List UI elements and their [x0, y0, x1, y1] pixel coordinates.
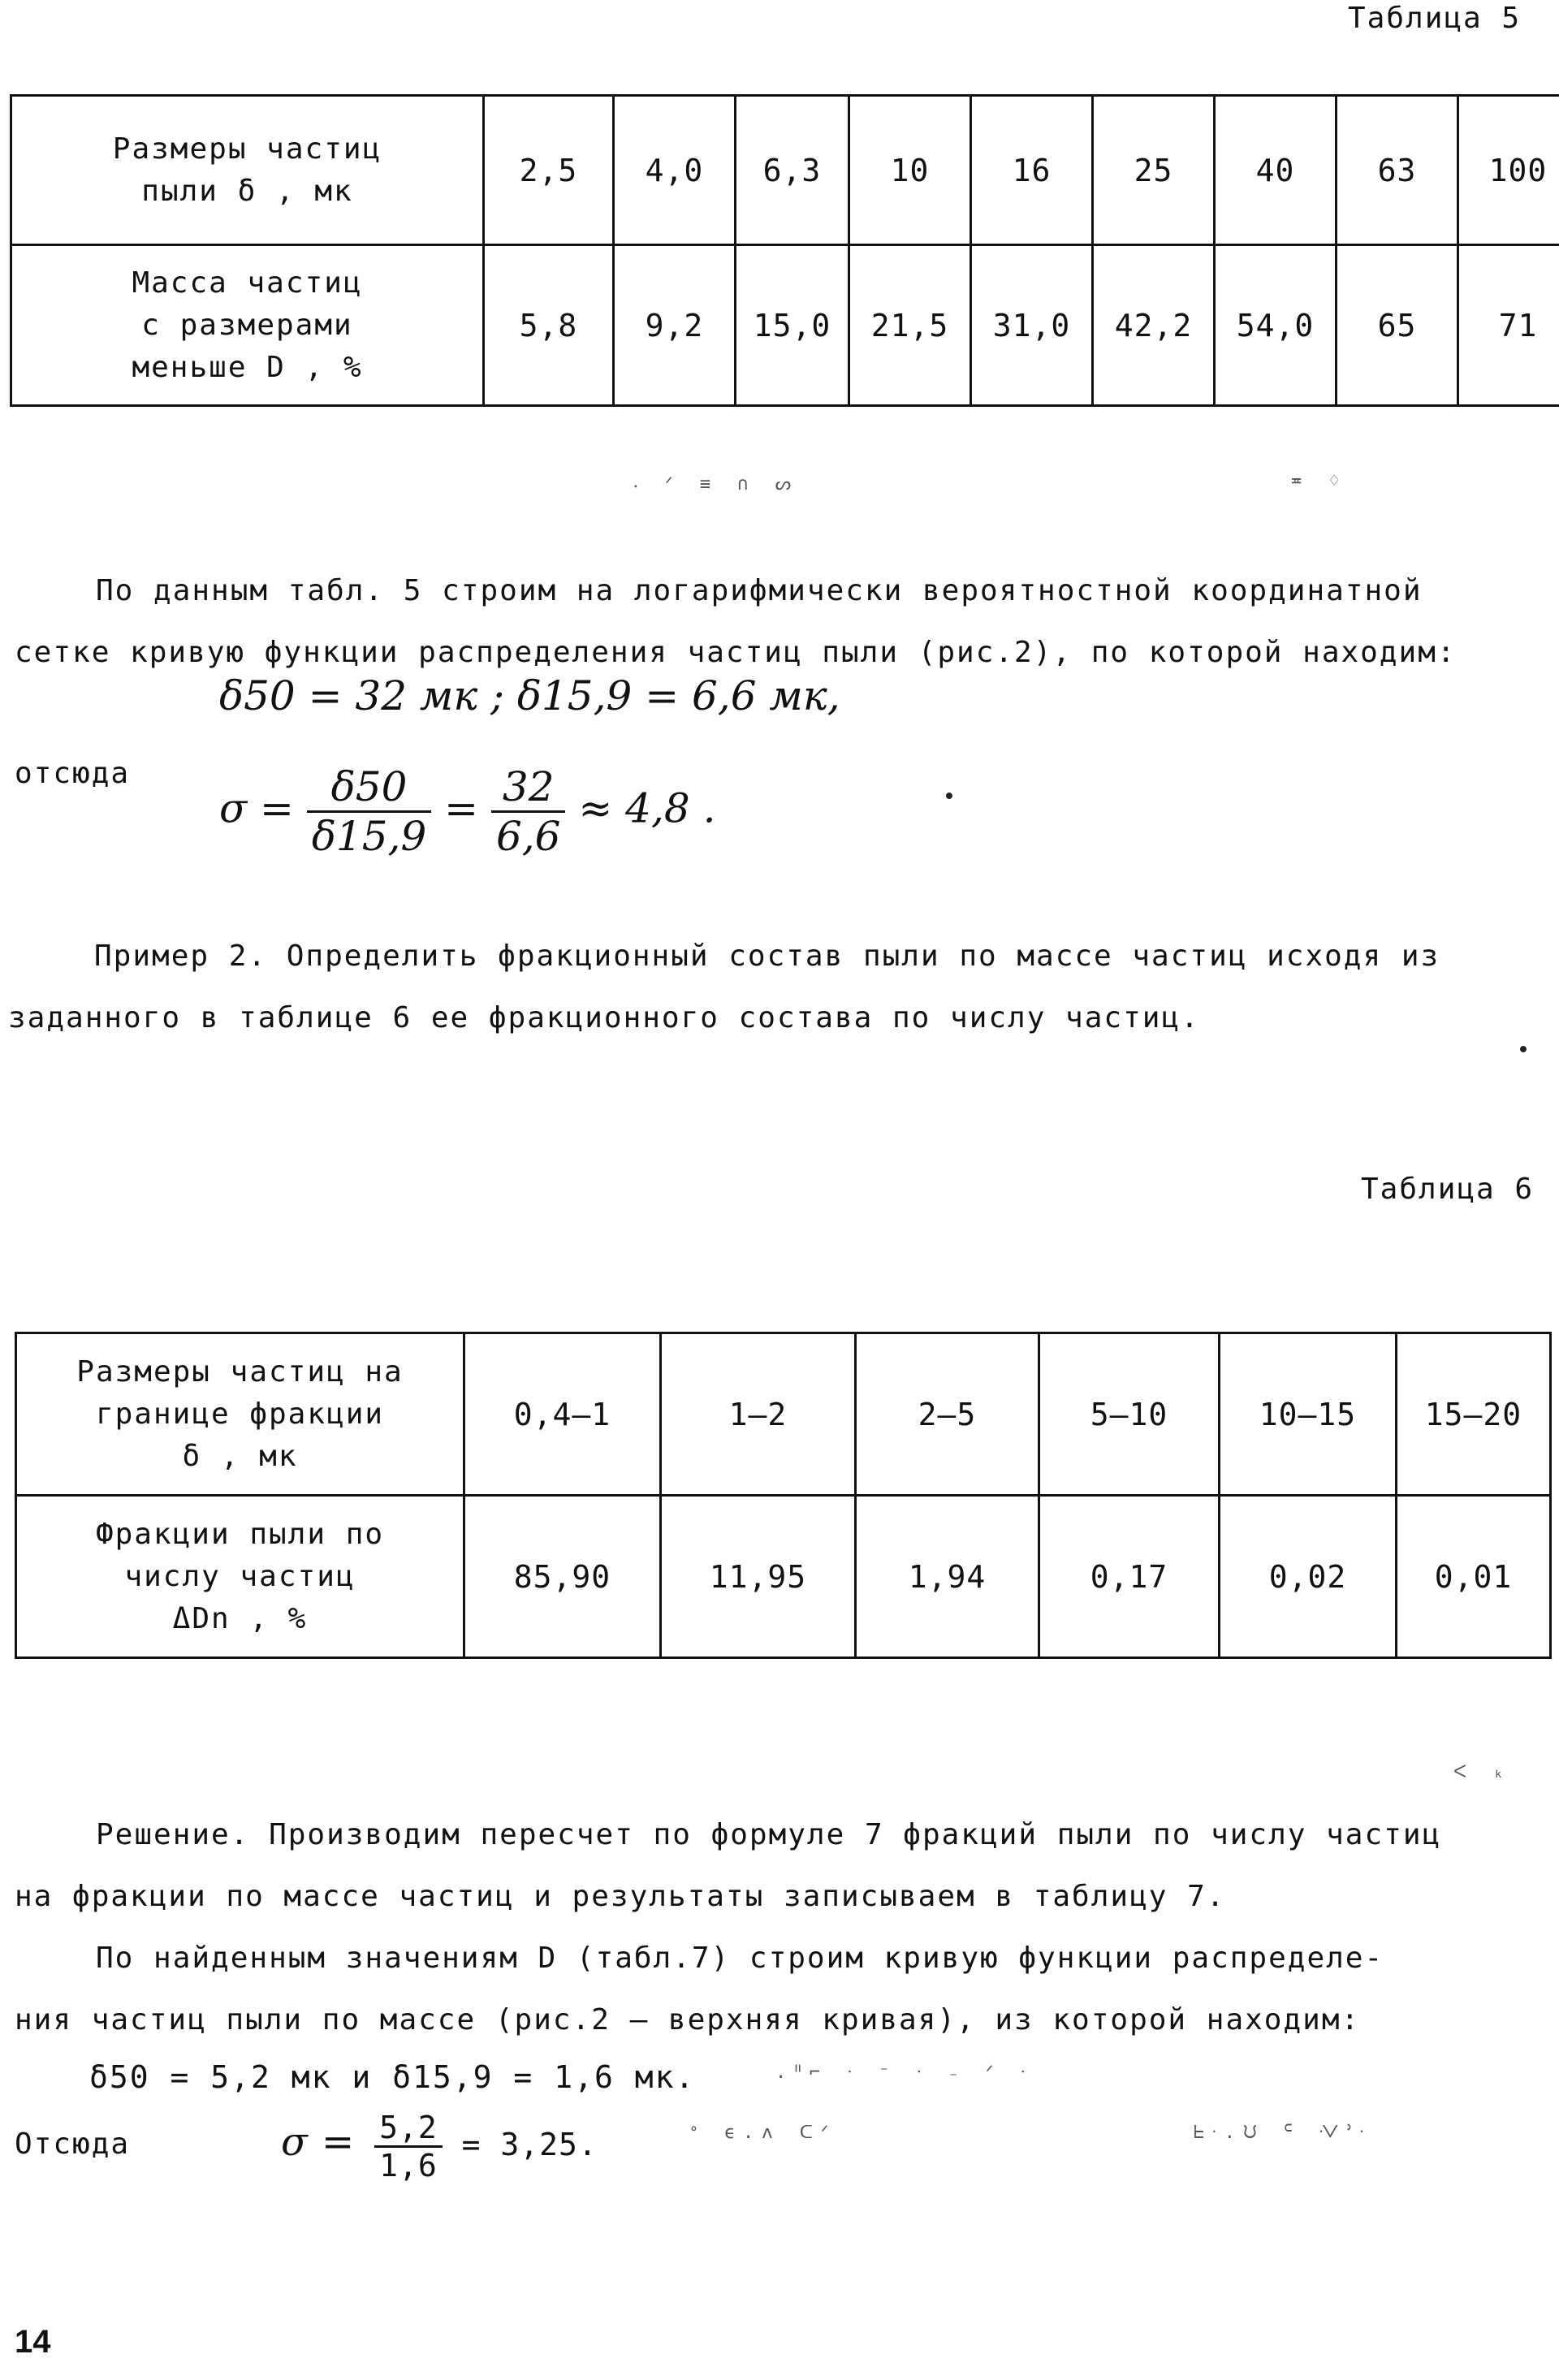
table5-cell: 10 — [849, 96, 971, 245]
otsyuda-label: отсюда — [15, 757, 131, 790]
table6-cell: 0,17 — [1039, 1496, 1220, 1658]
table6-row1-label: Размеры частиц на границе фракции δ , мк — [16, 1333, 464, 1496]
scan-artifact: ᐸ ₖ — [1453, 1762, 1513, 1782]
solution-text: Решение. Производим пересчет по формуле 7 фракций пыли по числу частиц на фракции по массе частиц и результаты записываем в таблицу 7. По найденным значениям D (табл.7) строим кривую функции распределе- ния частиц пыли по массе (рис.2 – верхняя кривая), из которой находим: — [15, 1818, 1442, 2037]
table5-cell: 2,5 — [484, 96, 614, 245]
example-2: Пример 2. Определить фракционный состав пыли по массе частиц исходя из заданного в таблице 6 ее фракционного состава по числу частиц. — [8, 939, 1440, 1035]
table6-cell: 0,4–1 — [464, 1333, 661, 1496]
table6-row-fractions — [16, 1496, 1551, 1658]
table5-cell: 9,2 — [614, 245, 736, 406]
table5-cell: 16 — [971, 96, 1093, 245]
table5 — [10, 94, 1559, 407]
table5-row-sizes — [11, 96, 1559, 245]
table5-cell: 100 — [1458, 96, 1559, 245]
formula-delta: δ50 = 32 мк ; δ15,9 = 6,6 мк, — [219, 672, 840, 719]
speck — [946, 793, 952, 799]
formula-delta-2: δ50 = 5,2 мк и δ15,9 = 1,6 мк. — [89, 2059, 696, 2095]
table5-caption: Таблица 5 — [1348, 2, 1522, 35]
table6-cell: 10–15 — [1220, 1333, 1397, 1496]
table5-cell: 42,2 — [1093, 245, 1215, 406]
table5-cell: 15,0 — [736, 245, 849, 406]
formula-sigma: σ = $\frac{\delta 50}{\delta 15,9}$ = $\frac{32}{6,6}$ ≈ 4,8 . — [219, 763, 716, 860]
table5-cell: 71 — [1458, 245, 1559, 406]
table6-cell: 15–20 — [1397, 1333, 1551, 1496]
table5-cell: 6,3 — [736, 96, 849, 245]
table6 — [15, 1332, 1552, 1659]
scan-artifact: ᐤ ϵ.ʌ ᑕᐟ — [690, 2123, 837, 2143]
table6-cell: 0,01 — [1397, 1496, 1551, 1658]
table5-cell: 5,8 — [484, 245, 614, 406]
table6-cell: 0,02 — [1220, 1496, 1397, 1658]
table5-row2-label: Масса частиц с размерами меньше D , % — [11, 245, 484, 406]
table5-cell: 65 — [1337, 245, 1458, 406]
scan-artifact: ⸳ ᐟ ≡ ∩ ᔕ — [633, 474, 800, 495]
scan-artifact: ≖ ♢ — [1291, 471, 1348, 491]
speck — [1520, 1046, 1527, 1052]
table5-cell: 25 — [1093, 96, 1215, 245]
paragraph-1: По данным табл. 5 строим на логарифмически вероятностной координатной сетке кривую функции распределения частиц пыли (рис.2), по которой находим: — [15, 574, 1457, 669]
scan-artifact: .ᐦ⌐ ᐧ ⁻ ᐧ ₋ ᐟ ᐧ — [775, 2063, 1034, 2083]
table5-cell: 4,0 — [614, 96, 736, 245]
scan-artifact: ᖶᐧ.ᙀ ᑦ ᐺᐣᐧ — [1194, 2123, 1372, 2143]
table5-cell: 40 — [1215, 96, 1337, 245]
table6-caption: Таблица 6 — [1361, 1173, 1535, 1206]
table6-cell: 2–5 — [856, 1333, 1039, 1496]
formula-sigma-2: σ = $\frac{5,2}{1,6}$ = 3,25. — [281, 2110, 598, 2183]
table6-row-sizes — [16, 1333, 1551, 1496]
table5-cell: 31,0 — [971, 245, 1093, 406]
table6-cell: 85,90 — [464, 1496, 661, 1658]
table5-cell: 63 — [1337, 96, 1458, 245]
table6-row2-label: Фракции пыли по числу частиц ΔDn , % — [16, 1496, 464, 1658]
table6-cell: 11,95 — [661, 1496, 856, 1658]
table6-cell: 1–2 — [661, 1333, 856, 1496]
table5-cell: 21,5 — [849, 245, 971, 406]
table6-cell: 1,94 — [856, 1496, 1039, 1658]
page-number: 14 — [15, 2324, 51, 2360]
table6-cell: 5–10 — [1039, 1333, 1220, 1496]
table5-row-mass — [11, 245, 1559, 406]
table5-cell: 54,0 — [1215, 245, 1337, 406]
table5-row1-label: Размеры частиц пыли δ , мк — [11, 96, 484, 245]
otsyuda-label-2: Отсюда — [15, 2127, 131, 2161]
